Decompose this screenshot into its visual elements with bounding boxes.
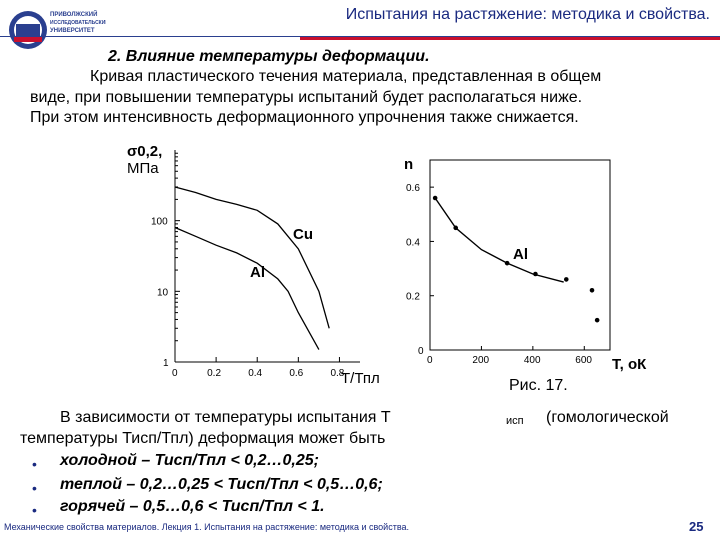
body-line-1-sub: исп (506, 415, 524, 427)
left-x-tick-label: 0.8 (330, 368, 345, 379)
paragraph-line-3: При этом интенсивность деформационного упрочнения также снижается. (30, 109, 579, 126)
section-title: 2. Влияние температуры деформации. (108, 48, 430, 65)
right-ylabel: n (404, 156, 414, 173)
logo-line-2: ИССЛЕДОВАТЕЛЬСКИЙ (50, 20, 106, 26)
body-line-2: температуры Тисп/Тпл) деформация может быть (20, 430, 386, 447)
right-y-tick-label: 0.4 (406, 237, 420, 249)
logo-line-3: УНИВЕРСИТЕТ (50, 28, 95, 34)
logo-line-1: ПРИВОЛЖСКИЙ (50, 12, 98, 18)
right-x-tick-label: 400 (523, 355, 541, 366)
data-point (590, 288, 595, 293)
series-line-al (175, 228, 319, 350)
footer-text: Механические свойства материалов. Лекция 1. Испытания на растяжение: методика и свойства. (4, 522, 410, 532)
right-x-tick-label: 200 (472, 355, 490, 366)
paragraph-line-1: Кривая пластического течения материала, представленная в общем (90, 68, 602, 85)
page-number: 25 (689, 519, 704, 534)
right-x-tick-label: 0 (427, 355, 433, 366)
data-point (453, 226, 458, 231)
body-line-1a: В зависимости от температуры испытания Т (60, 409, 391, 426)
right-x-tick-label: 600 (575, 355, 592, 366)
series-label-al-right: Al (513, 246, 528, 263)
figure-right (400, 148, 690, 378)
header-accent-bar (300, 37, 720, 40)
series-label-cu: Cu (293, 226, 313, 243)
bullet-1: холодной – Тисп/Тпл < 0,2…0,25; (60, 452, 319, 469)
left-xlabel: Т/Тпл (341, 370, 380, 387)
data-point (505, 261, 510, 266)
left-ylabel-unit: МПа (127, 160, 159, 177)
data-point (564, 277, 569, 282)
university-logo (6, 4, 106, 60)
left-x-tick-label: 0 (172, 368, 178, 379)
left-x-tick-label: 0.6 (289, 368, 304, 379)
data-point (595, 318, 600, 323)
bullet-2: теплой – 0,2…0,25 < Тисп/Тпл < 0,5…0,6; (60, 476, 383, 493)
series-label-al-left: Al (250, 264, 265, 281)
left-y-tick-label: 10 (157, 287, 169, 299)
left-y-tick-label: 100 (151, 216, 168, 228)
right-y-tick-label: 0 (418, 346, 424, 357)
figure-caption: Рис. 17. (509, 377, 568, 394)
data-point (433, 196, 438, 201)
right-xlabel: Т, оК (612, 356, 647, 373)
series-line-al-n (435, 198, 564, 282)
paragraph-line-2: виде, при повышении температуры испытаний будет располагаться ниже. (30, 89, 583, 106)
data-point (533, 272, 538, 277)
right-y-tick-label: 0.6 (406, 183, 420, 195)
bullet-2-symbol: • (32, 480, 37, 496)
bullet-1-symbol: • (32, 456, 37, 472)
header-title: Испытания на растяжение: методика и свойства. (345, 6, 710, 23)
left-ylabel: σ0,2, (127, 143, 163, 160)
left-x-tick-label: 0.2 (207, 368, 222, 379)
figure-left (105, 140, 390, 385)
right-chart (400, 148, 690, 378)
bullet-3-symbol: • (32, 502, 37, 518)
bullet-3: горячей – 0,5…0,6 < Тисп/Тпл < 1. (60, 498, 325, 515)
left-x-tick-label: 0.4 (248, 368, 263, 379)
left-y-tick-label: 1 (163, 358, 169, 369)
body-line-1b: (гомологической (546, 409, 669, 426)
right-y-tick-label: 0.2 (406, 291, 420, 303)
series-line-cu (175, 187, 329, 328)
